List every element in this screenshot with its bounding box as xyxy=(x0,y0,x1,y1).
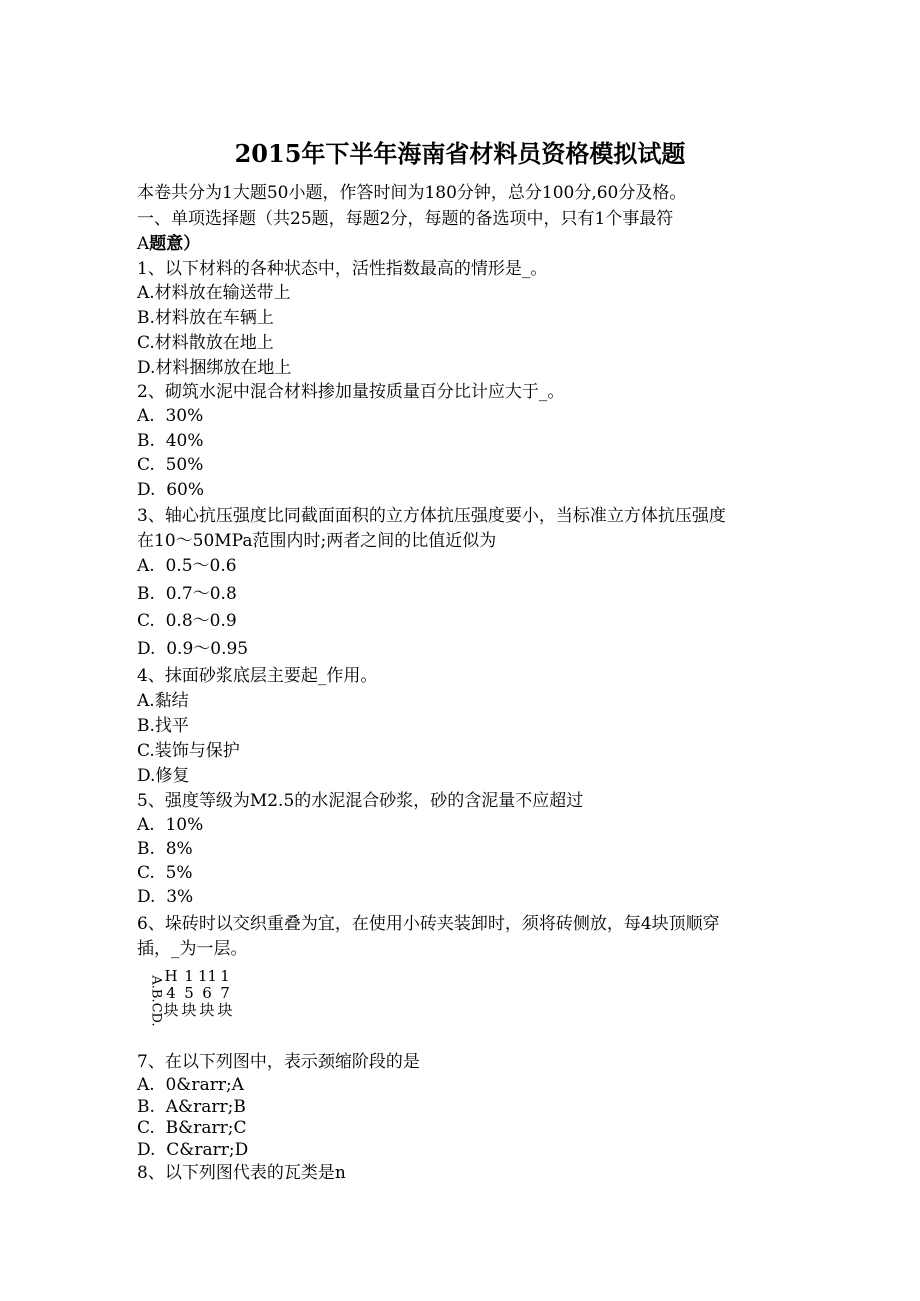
option: C. B&rarr;C xyxy=(137,1118,247,1138)
option: B. 40% xyxy=(137,431,204,451)
option: C. 5% xyxy=(137,863,193,883)
rotated-column xyxy=(162,968,180,1019)
question-2: 2、砌筑水泥中混合材料掺加量按质量百分比计应大于_。 xyxy=(137,382,565,402)
question-5: 5、强度等级为M2.5的水泥混合砂浆，砂的含泥量不应超过 xyxy=(137,791,584,811)
section-heading-cont xyxy=(137,233,200,255)
document-title: 2015年下半年海南省材料员资格模拟试题 xyxy=(234,139,686,168)
option: D. 60% xyxy=(137,480,205,500)
option: D. C&rarr;D xyxy=(137,1140,249,1160)
question-4: 4、抹面砂浆底层主要起_作用。 xyxy=(137,666,378,686)
section-bold: 题意） xyxy=(149,234,201,254)
option: A. 0&rarr;A xyxy=(137,1075,244,1095)
option: A.材料放在输送带上 xyxy=(137,283,291,303)
option: A.黏结 xyxy=(137,691,189,711)
question-3-cont: 在10～50MPa范围内时;两者之间的比值近似为 xyxy=(137,531,497,551)
rot-cell: 块 xyxy=(199,1001,215,1019)
rot-cell: H xyxy=(164,967,178,985)
option: C.装饰与保护 xyxy=(137,741,240,761)
question-1: 1、以下材料的各种状态中，活性指数最高的情形是_。 xyxy=(137,259,548,279)
intro-text: 本卷共分为1大题50小题，作答时间为180分钟，总分100分,60分及格。 xyxy=(137,183,687,203)
rotated-column xyxy=(180,968,198,1019)
option: B. 8% xyxy=(137,839,193,859)
option: D.修复 xyxy=(137,766,190,786)
rot-cell: 7 xyxy=(220,984,230,1002)
option: C. 0.8～0.9 xyxy=(137,611,237,631)
option: C.材料散放在地上 xyxy=(137,333,274,353)
option: B.材料放在车辆上 xyxy=(137,308,274,328)
rotated-column xyxy=(216,968,234,1019)
rot-cell: 1 xyxy=(184,967,194,985)
rot-cell: 6 xyxy=(202,984,212,1002)
rot-cell: 块 xyxy=(217,1001,233,1019)
rotated-option-labels: A.B.CD. xyxy=(148,975,164,1027)
option: D. 3% xyxy=(137,887,194,907)
option: B.找平 xyxy=(137,716,189,736)
question-6: 6、垛砖时以交织重叠为宜，在使用小砖夹装卸时，须将砖侧放，每4块顶顺穿 xyxy=(137,914,720,934)
rot-cell: 5 xyxy=(184,984,194,1002)
option: B. 0.7～0.8 xyxy=(137,584,237,604)
option: C. 50% xyxy=(137,455,204,475)
option: A. 0.5～0.6 xyxy=(137,556,237,576)
option: B. A&rarr;B xyxy=(137,1097,246,1117)
rotated-options xyxy=(146,967,233,1040)
question-8: 8、以下列图代表的瓦类是n xyxy=(137,1163,346,1183)
option: D. 0.9～0.95 xyxy=(137,639,249,659)
rot-cell: 11 xyxy=(198,967,218,985)
rot-cell: 块 xyxy=(181,1001,197,1019)
option: A. 30% xyxy=(137,406,204,426)
question-6-cont: 插，_为一层。 xyxy=(137,939,248,959)
question-7: 7、在以下列图中，表示颈缩阶段的是 xyxy=(137,1052,420,1072)
section-heading: 一、单项选择题（共25题，每题2分，每题的备选项中，只有1个事最符 xyxy=(137,209,674,229)
rot-cell: 1 xyxy=(220,967,230,985)
option: A. 10% xyxy=(137,815,204,835)
rot-cell: 4 xyxy=(166,984,176,1002)
option: D.材料捆绑放在地上 xyxy=(137,358,292,378)
rotated-column xyxy=(198,968,216,1019)
section-prefix: A xyxy=(137,234,150,254)
rot-cell: 块 xyxy=(163,1001,179,1019)
question-3: 3、轴心抗压强度比同截面面积的立方体抗压强度要小，当标准立方体抗压强度 xyxy=(137,506,726,526)
